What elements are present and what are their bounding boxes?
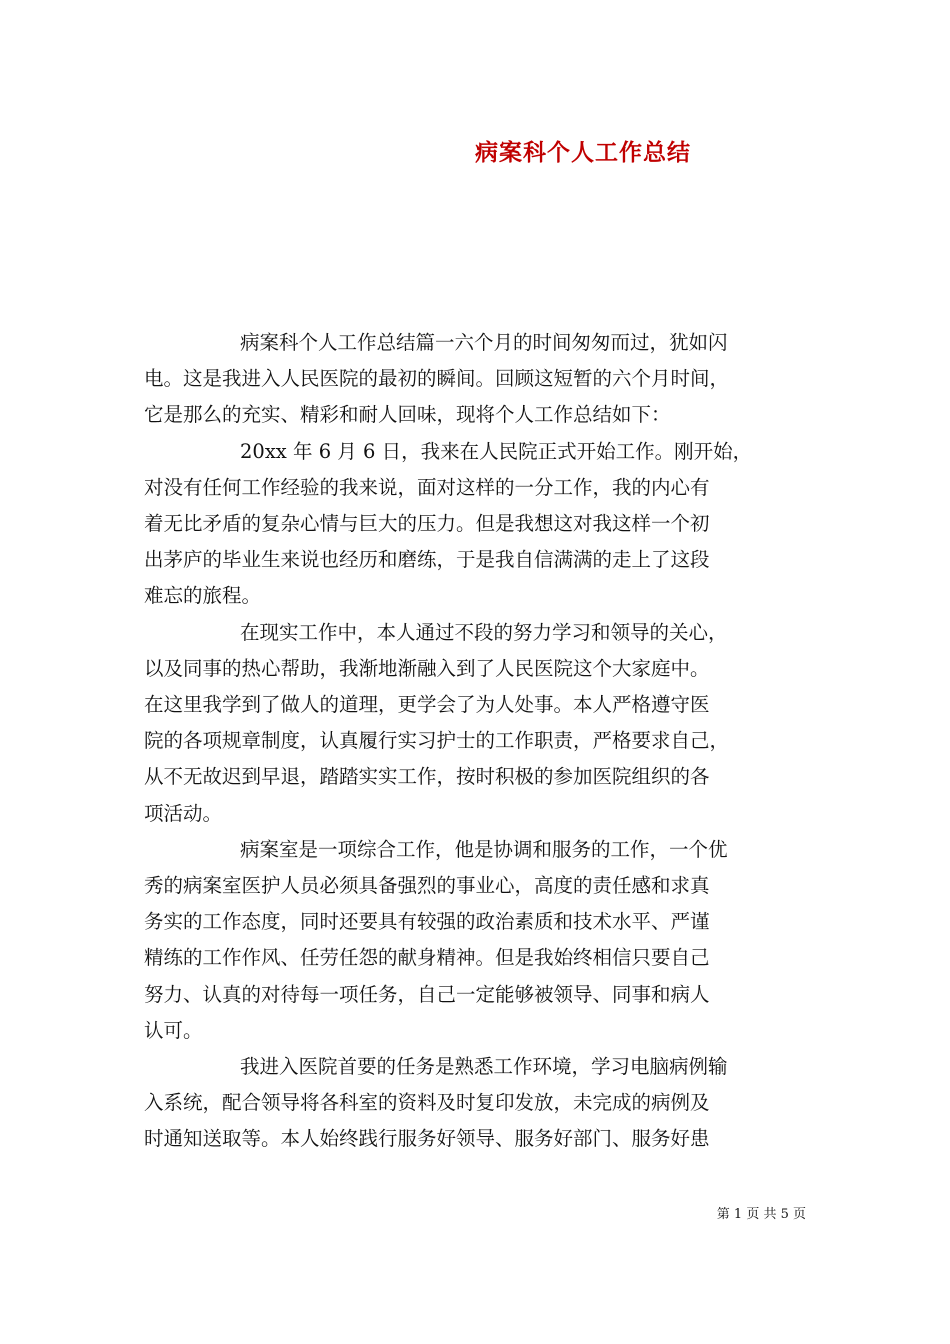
- paragraph-line: 我进入医院首要的任务是熟悉工作环境，学习电脑病例输: [240, 1055, 728, 1079]
- paragraph-line: 病案室是一项综合工作，他是协调和服务的工作，一个优: [240, 837, 728, 861]
- document-body: [144, 325, 809, 1158]
- paragraph-line: 着无比矛盾的复杂心情与巨大的压力。但是我想这对我这样一个初: [144, 512, 710, 536]
- paragraph-line: 出茅庐的毕业生来说也经历和磨练，于是我自信满满的走上了这段: [144, 548, 710, 572]
- paragraph-line: 以及同事的热心帮助，我渐地渐融入到了人民医院这个大家庭中。: [144, 656, 710, 680]
- page-number-footer: 第 1 页 共 5 页: [716, 1207, 806, 1222]
- paragraph-line: 它是那么的充实、精彩和耐人回味，现将个人工作总结如下：: [144, 403, 671, 427]
- paragraph-4: [144, 832, 809, 1049]
- paragraph-3: [144, 615, 809, 832]
- paragraph-line: 难忘的旅程。: [144, 584, 262, 608]
- paragraph-line: 认可。: [144, 1018, 203, 1042]
- paragraph-line: 病案科个人工作总结篇一六个月的时间匆匆而过，犹如闪: [240, 331, 728, 354]
- paragraph-5: [144, 1049, 809, 1158]
- paragraph-line: 从不无故迟到早退，踏踏实实工作，按时积极的参加医院组织的各: [144, 765, 710, 789]
- paragraph-line: 务实的工作态度，同时还要具有较强的政治素质和技术水平、严谨: [144, 910, 710, 934]
- paragraph-line: 精练的工作作风、任劳任怨的献身精神。但是我始终相信只要自己: [144, 946, 710, 970]
- paragraph-line: 努力、认真的对待每一项任务，自己一定能够被领导、同事和病人: [144, 982, 710, 1006]
- paragraph-line: 20xx 年 6 月 6 日，我来在人民院正式开始工作。刚开始，: [240, 439, 753, 463]
- paragraph-line: 电。这是我进入人民医院的最初的瞬间。回顾这短暂的六个月时间，: [144, 367, 730, 391]
- paragraph-line: 在现实工作中，本人通过不段的努力学习和领导的关心，: [240, 620, 728, 644]
- paragraph-line: 秀的病案室医护人员必须具备强烈的事业心，高度的责任感和求真: [144, 874, 710, 898]
- paragraph-line: 入系统，配合领导将各科室的资料及时复印发放，未完成的病例及: [144, 1091, 710, 1115]
- document-title: 病案科个人工作总结: [475, 139, 691, 166]
- paragraph-1: [144, 325, 809, 434]
- paragraph-2: [144, 434, 809, 615]
- paragraph-line: 院的各项规章制度，认真履行实习护士的工作职责，严格要求自己，: [144, 729, 730, 753]
- paragraph-line: 对没有任何工作经验的我来说，面对这样的一分工作，我的内心有: [144, 475, 710, 499]
- paragraph-line: 在这里我学到了做人的道理，更学会了为人处事。本人严格遵守医: [144, 693, 710, 717]
- paragraph-line: 时通知送取等。本人始终践行服务好领导、服务好部门、服务好患: [144, 1127, 710, 1151]
- paragraph-line: 项活动。: [144, 801, 223, 825]
